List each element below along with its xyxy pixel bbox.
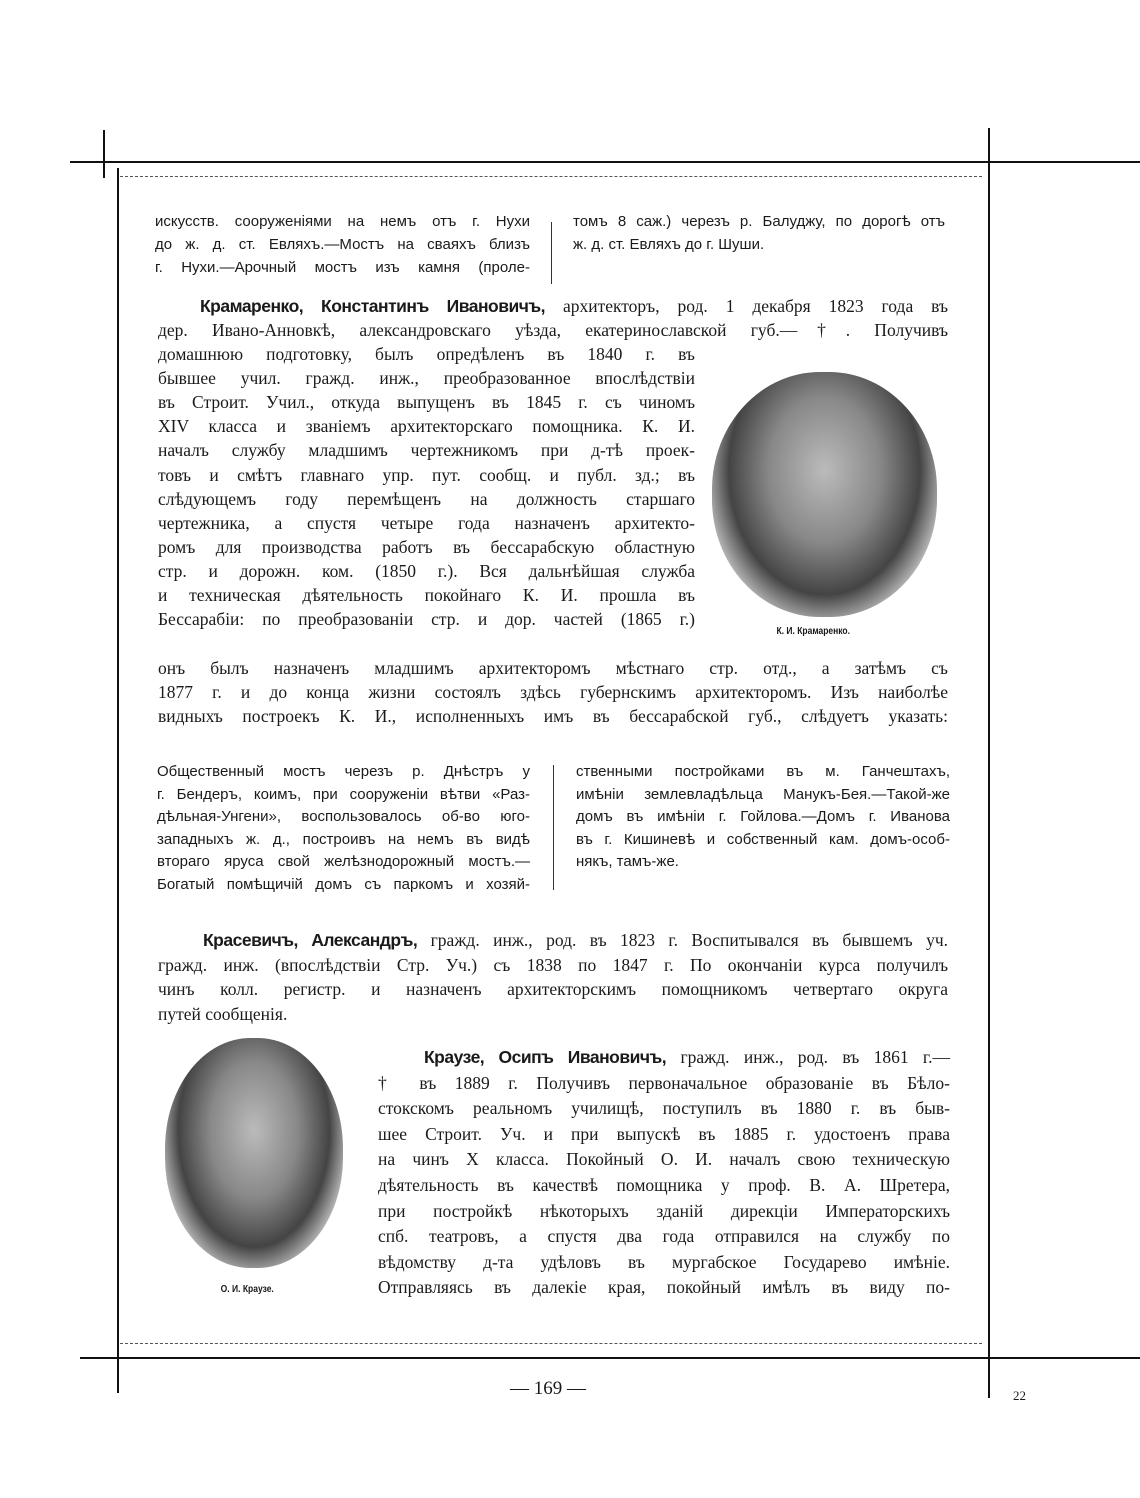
text-line: домашнюю подготовку, былъ опредѣленъ въ 1840 г. въ (158, 344, 695, 364)
text-line (200, 294, 948, 318)
text-line: ромъ для производства работъ въ бессарабскую областную (158, 536, 695, 557)
text-line: дѣльная-Унгени», воспользовалось об-во юго- (157, 808, 530, 825)
text-line: г. Нухи.—Арочный мостъ изъ камня (проле- (155, 259, 530, 276)
text-line: чертежника, а спустя четыре года назначенъ архитекто- (158, 512, 695, 533)
text-line: шее Строит. Уч. и при выпускѣ въ 1885 г. удостоенъ права (378, 1123, 950, 1144)
text-line: † въ 1889 г. Получивъ первоначальное образованiе въ Бѣло- (378, 1072, 950, 1093)
line-text: гражд. инж., род. въ 1861 г.— (680, 1047, 951, 1067)
text-line: и техническая дѣятельность покойнаго К. И. прошла въ (158, 585, 695, 605)
frame-dashed-bottom (120, 1343, 982, 1344)
text-line: дѣятельность въ качествѣ помощника у проф. В. А. Шретера, (378, 1175, 950, 1195)
frame-dashed-top (120, 176, 982, 177)
portrait-kramarenko (712, 372, 937, 617)
text-line: бывшее учил. гражд. инж., преобразованное впослѣдствiи (158, 368, 695, 389)
text-line: началъ службу младшимъ чертежникомъ при д-тѣ проек- (158, 440, 695, 461)
text-line: Отправляясь въ далекiе края, покойный имѣлъ въ виду по- (378, 1277, 950, 1298)
frame-left-rule (117, 168, 119, 1393)
entry-name: Крамаренко, Константинъ Ивановичъ, (200, 296, 546, 316)
sheet-number: 22 (1013, 1388, 1026, 1403)
text-line: въ Строит. Учил., откуда выпущенъ въ 1845 г. съ чиномъ (158, 392, 695, 413)
text-line: гражд. инж. (впослѣдствiи Стр. Уч.) съ 1838 по 1847 г. По окончанiи курса получилъ (158, 954, 948, 975)
frame-top-rule (70, 161, 1140, 163)
text-line: искусств. сооруженiями на немъ отъ г. Нухи (155, 213, 530, 230)
text-line: слѣдующемъ году перемѣщенъ на должность старшаго (158, 488, 695, 509)
portrait-caption-kramarenko: К. И. Крамаренко. (776, 626, 850, 637)
text-line: имѣнiи землевладѣльца Манукъ-Бея.—Такой-же (576, 785, 950, 803)
text-line: въ г. Кишиневѣ и собственный кам. домъ-особ- (576, 830, 950, 848)
page-number: — 169 — (510, 1378, 586, 1399)
text-line: товъ и смѣтъ главнаго упр. пут. сообщ. и публ. зд.; въ (158, 464, 695, 485)
entry-name: Краузе, Осипъ Ивановичъ, (424, 1047, 667, 1067)
text-line (203, 928, 948, 952)
column-separator-top (551, 222, 552, 284)
text-line: онъ былъ назначенъ младшимъ архитекторомъ мѣстнаго стр. отд., а затѣмъ съ (158, 658, 948, 678)
frame-right-rule (988, 128, 990, 1398)
text-line: стокскомъ реальномъ училищѣ, поступилъ въ 1880 г. въ быв- (378, 1098, 950, 1119)
portrait-caption-krauze: О. И. Краузе. (220, 1284, 274, 1295)
frame-bottom-rule (80, 1357, 1140, 1359)
text-line: някъ, тамъ-же. (576, 853, 679, 870)
text-line: вѣдомству д-та удѣловъ въ мургабское Государево имѣнiе. (378, 1251, 950, 1272)
frame-left-outer (103, 130, 105, 178)
text-line: Богатый помѣщичiй домъ съ паркомъ и хозяй- (157, 875, 530, 893)
text-line: XIV класса и званiемъ архитекторскаго помощника. К. И. (158, 416, 695, 437)
text-line: Общественный мостъ черезъ р. Днѣстръ у (157, 763, 530, 780)
portrait-krauze (165, 1038, 343, 1268)
text-line: ственными постройками въ м. Ганчештахъ, (576, 763, 950, 780)
text-line: ж. д. ст. Евляхъ до г. Шуши. (573, 236, 765, 253)
text-line: Бессарабiи: по преобразованiи стр. и дор. частей (1865 г.) (158, 609, 695, 630)
line-text: архитекторъ, род. 1 декабря 1823 года въ (562, 296, 948, 316)
column-separator-mid (553, 765, 554, 890)
text-line: стр. и дорожн. ком. (1850 г.). Вся дальнѣйшая служба (158, 560, 695, 581)
text-line: дер. Ивано-Анновкѣ, александровскаго уѣзда, екатеринославской губ.—†. Получивъ (158, 320, 948, 340)
text-line: на чинъ X класса. Покойный О. И. началъ свою техническую (378, 1149, 950, 1170)
text-line: видныхъ построекъ К. И., исполненныхъ имъ въ бессарабской губ., слѣдуетъ указать: (158, 706, 948, 726)
text-line: домъ въ имѣнiи г. Гойлова.—Домъ г. Иванова (576, 808, 950, 825)
text-line: до ж. д. ст. Евляхъ.—Мостъ на сваяхъ близъ (155, 236, 530, 253)
text-line: западныхъ ж. д., построивъ на немъ въ видѣ (157, 830, 530, 848)
entry-name: Красевичъ, Александръ, (203, 930, 418, 950)
line-text: гражд. инж., род. въ 1823 г. Воспитывался въ бывшемъ уч. (430, 930, 948, 950)
text-line: 1877 г. и до конца жизни состоялъ здѣсь губернскимъ архитекторомъ. Изъ наиболѣе (158, 682, 948, 702)
text-line: г. Бендеръ, коимъ, при сооруженiи вѣтви «Раз- (157, 785, 530, 803)
text-line: при постройкѣ нѣкоторыхъ зданiй дирекцiи Императорскихъ (378, 1200, 950, 1221)
text-line (424, 1045, 950, 1069)
text-line: чинъ колл. регистр. и назначенъ архитекторскимъ помощникомъ четвертаго округа (158, 979, 948, 1000)
text-line: спб. театровъ, а спустя два года отправился на службу по (378, 1226, 950, 1247)
text-line: путей сообщенiя. (158, 1003, 288, 1024)
text-line: томъ 8 саж.) черезъ р. Балуджу, по дорогѣ отъ (573, 213, 945, 230)
text-line: втораго яруса свой желѣзнодорожный мостъ.— (157, 853, 530, 870)
